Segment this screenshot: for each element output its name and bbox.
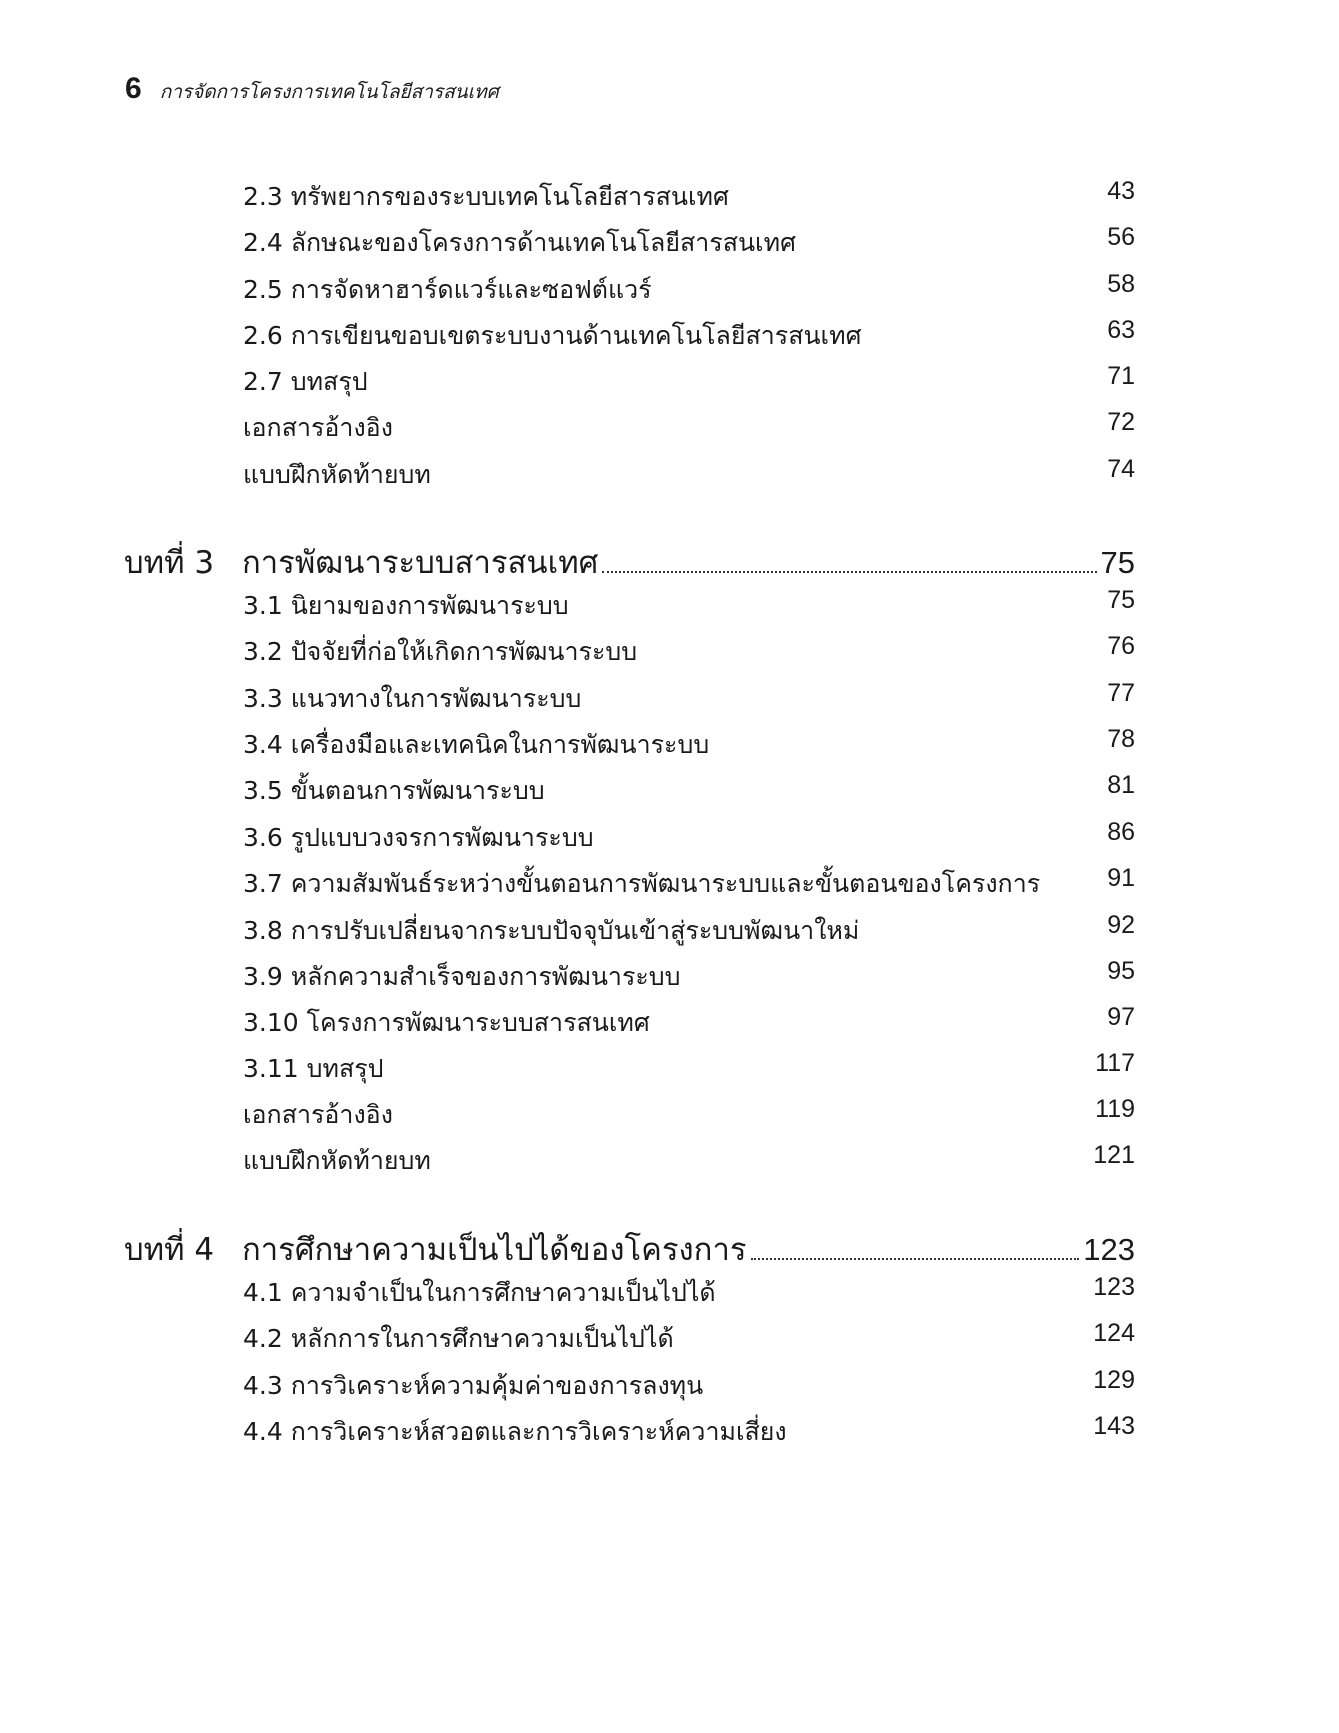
toc-entry-label: 3.5 ขั้นตอนการพัฒนาระบบ <box>243 776 545 805</box>
toc-entry-label: 3.7 ความสัมพันธ์ระหว่างขั้นตอนการพัฒนาระบบและขั้นตอนของโครงการ <box>243 869 1041 898</box>
toc-entry-page: 58 <box>1107 270 1135 298</box>
toc-entry-page: 119 <box>1095 1095 1135 1123</box>
dot-leader <box>602 571 1096 573</box>
chapter-heading <box>124 1224 1135 1274</box>
toc-entry-page: 56 <box>1107 223 1135 251</box>
toc-entry-page: 91 <box>1107 864 1135 892</box>
toc-entry-label: 3.3 แนวทางในการพัฒนาระบบ <box>243 684 582 713</box>
toc-entry-label: 3.6 รูปแบบวงจรการพัฒนาระบบ <box>243 823 594 852</box>
toc-entry-label: 4.1 ความจำเป็นในการศึกษาความเป็นไปได้ <box>243 1278 716 1307</box>
chapter-title: การพัฒนาระบบสารสนเทศ <box>242 545 599 581</box>
toc-entry-label: 2.5 การจัดหาฮาร์ดแวร์และซอฟต์แวร์ <box>243 275 652 304</box>
toc-entry-label: แบบฝึกหัดท้ายบท <box>243 1146 431 1175</box>
chapter-number: บทที่ 3 <box>124 545 215 581</box>
chapter-page-number: 123 <box>1083 1232 1135 1267</box>
toc-entry-page: 123 <box>1093 1273 1135 1301</box>
toc-entry-label: แบบฝึกหัดท้ายบท <box>243 460 431 489</box>
toc-entry-page: 74 <box>1107 455 1135 483</box>
toc-entry-page: 63 <box>1107 316 1135 344</box>
toc-entry-label: 2.7 บทสรุป <box>243 367 368 396</box>
toc-entry-label: 2.6 การเขียนขอบเขตระบบงานด้านเทคโนโลยีสารสนเทศ <box>243 321 862 350</box>
toc-entry-label: 4.4 การวิเคราะห์สวอตและการวิเคราะห์ความเสี่ยง <box>243 1417 787 1446</box>
toc-entry-label: เอกสารอ้างอิง <box>243 413 393 442</box>
toc-entry-page: 124 <box>1093 1319 1135 1347</box>
toc-entry-label: 2.3 ทรัพยากรของระบบเทคโนโลยีสารสนเทศ <box>243 182 729 211</box>
toc-entry-page: 92 <box>1107 911 1135 939</box>
chapter-heading <box>124 537 1135 587</box>
toc-entry-label: 3.4 เครื่องมือและเทคนิคในการพัฒนาระบบ <box>243 730 710 759</box>
chapter-title: การศึกษาความเป็นไปได้ของโครงการ <box>242 1232 747 1268</box>
running-header <box>125 72 499 107</box>
toc-entry-label: 3.9 หลักความสำเร็จของการพัฒนาระบบ <box>243 962 681 991</box>
toc-entry-page: 81 <box>1107 771 1135 799</box>
toc-entry-page: 71 <box>1107 362 1135 390</box>
toc-entry-label: 4.3 การวิเคราะห์ความคุ้มค่าของการลงทุน <box>243 1371 704 1400</box>
toc-entry-page: 95 <box>1107 957 1135 985</box>
page-number: 6 <box>125 72 142 105</box>
toc-entry-label: 3.8 การปรับเปลี่ยนจากระบบปัจจุบันเข้าสู่ระบบพัฒนาใหม่ <box>243 916 860 945</box>
toc-entry-page: 78 <box>1107 725 1135 753</box>
toc-entry-label: 3.2 ปัจจัยที่ก่อให้เกิดการพัฒนาระบบ <box>243 637 638 666</box>
toc-entry-page: 129 <box>1093 1366 1135 1394</box>
toc-entry-label: เอกสารอ้างอิง <box>243 1100 393 1129</box>
chapter-page-number: 75 <box>1100 545 1135 580</box>
toc-entry-label: 3.10 โครงการพัฒนาระบบสารสนเทศ <box>243 1008 650 1037</box>
toc-entry-page: 117 <box>1095 1049 1135 1077</box>
book-title: การจัดการโครงการเทคโนโลยีสารสนเทศ <box>159 81 499 103</box>
toc-entry-page: 86 <box>1107 818 1135 846</box>
toc-entry-label: 4.2 หลักการในการศึกษาความเป็นไปได้ <box>243 1324 674 1353</box>
toc-entry-page: 43 <box>1107 177 1135 205</box>
toc-entry-page: 77 <box>1107 679 1135 707</box>
toc-entry-label: 3.1 นิยามของการพัฒนาระบบ <box>243 591 569 620</box>
chapter-number: บทที่ 4 <box>124 1232 215 1268</box>
toc-entry-label: 3.11 บทสรุป <box>243 1054 384 1083</box>
toc-entry-page: 72 <box>1107 408 1135 436</box>
dot-leader <box>751 1258 1080 1260</box>
toc-entry-page: 121 <box>1093 1141 1135 1169</box>
toc-entry-page: 143 <box>1093 1412 1135 1440</box>
toc-entry-page: 75 <box>1107 586 1135 614</box>
toc-entry-page: 76 <box>1107 632 1135 660</box>
toc-entry-page: 97 <box>1107 1003 1135 1031</box>
toc-entry-label: 2.4 ลักษณะของโครงการด้านเทคโนโลยีสารสนเทศ <box>243 228 796 257</box>
